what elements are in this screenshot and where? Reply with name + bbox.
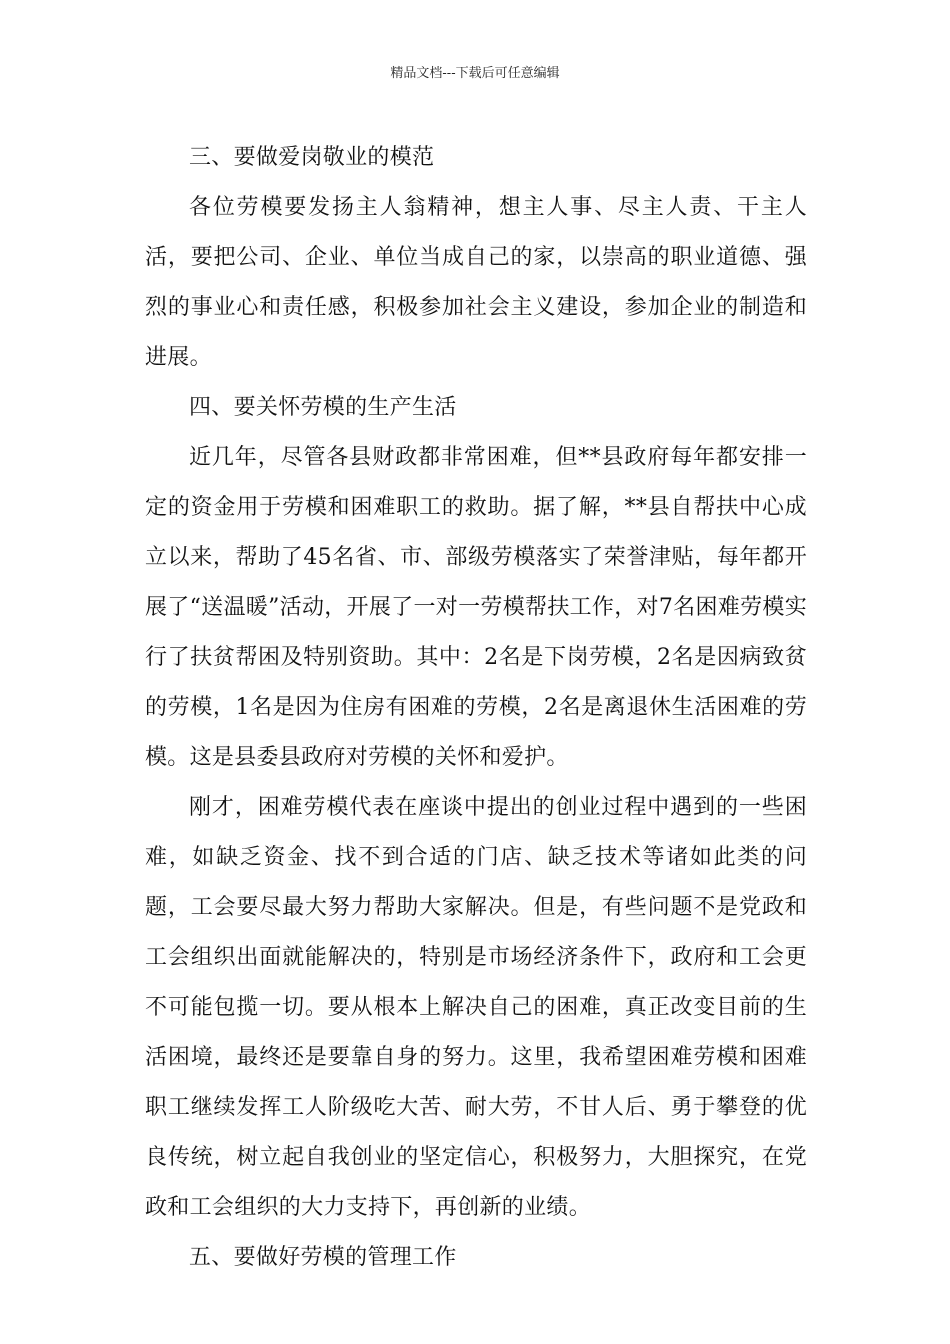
document-body [145, 133, 807, 1283]
paragraph-4b: 刚才，困难劳模代表在座谈中提出的创业过程中遇到的一些困难，如缺乏资金、找不到合适的门店、缺乏技术等诸如此类的问题，工会要尽最大努力帮助大家解决。但是，有些问题不是党政和工会组织出面就能解决的，特别是市场经济条件下，政府和工会更不可能包揽一切。要从根本上解决自己的困难，真正改变目前的生活困境，最终还是要靠自身的努力。这里，我希望困难劳模和困难职工继续发挥工人阶级吃大苦、耐大劳，不甘人后、勇于攀登的优良传统，树立起自我创业的坚定信心，积极努力，大胆探究，在党政和工会组织的大力支持下，再创新的业绩。 [145, 795, 807, 1220]
section-heading-4: 四、要关怀劳模的生产生活 [189, 395, 457, 420]
section-heading-5: 五、要做好劳模的管理工作 [189, 1245, 457, 1270]
paragraph-3: 各位劳模要发扬主人翁精神，想主人事、尽主人责、干主人活，要把公司、企业、单位当成自己的家，以崇高的职业道德、强烈的事业心和责任感，积极参加社会主义建设，参加企业的制造和进展。 [145, 195, 807, 370]
section-heading-3: 三、要做爱岗敬业的模范 [189, 145, 435, 170]
page-header: 精品文档---下载后可任意编辑 [390, 66, 560, 81]
paragraph-4a: 近几年，尽管各县财政都非常困难，但**县政府每年都安排一定的资金用于劳模和困难职工的救助。据了解，**县自帮扶中心成立以来，帮助了45名省、市、部级劳模落实了荣誉津贴，每年都开展了“送温暖”活动，开展了一对一劳模帮扶工作，对7名困难劳模实行了扶贫帮困及特别资助。其中：2名是下岗劳模，2名是因病致贫的劳模，1名是因为住房有困难的劳模，2名是离退休生活困难的劳模。这是县委县政府对劳模的关怀和爱护。 [145, 445, 807, 770]
